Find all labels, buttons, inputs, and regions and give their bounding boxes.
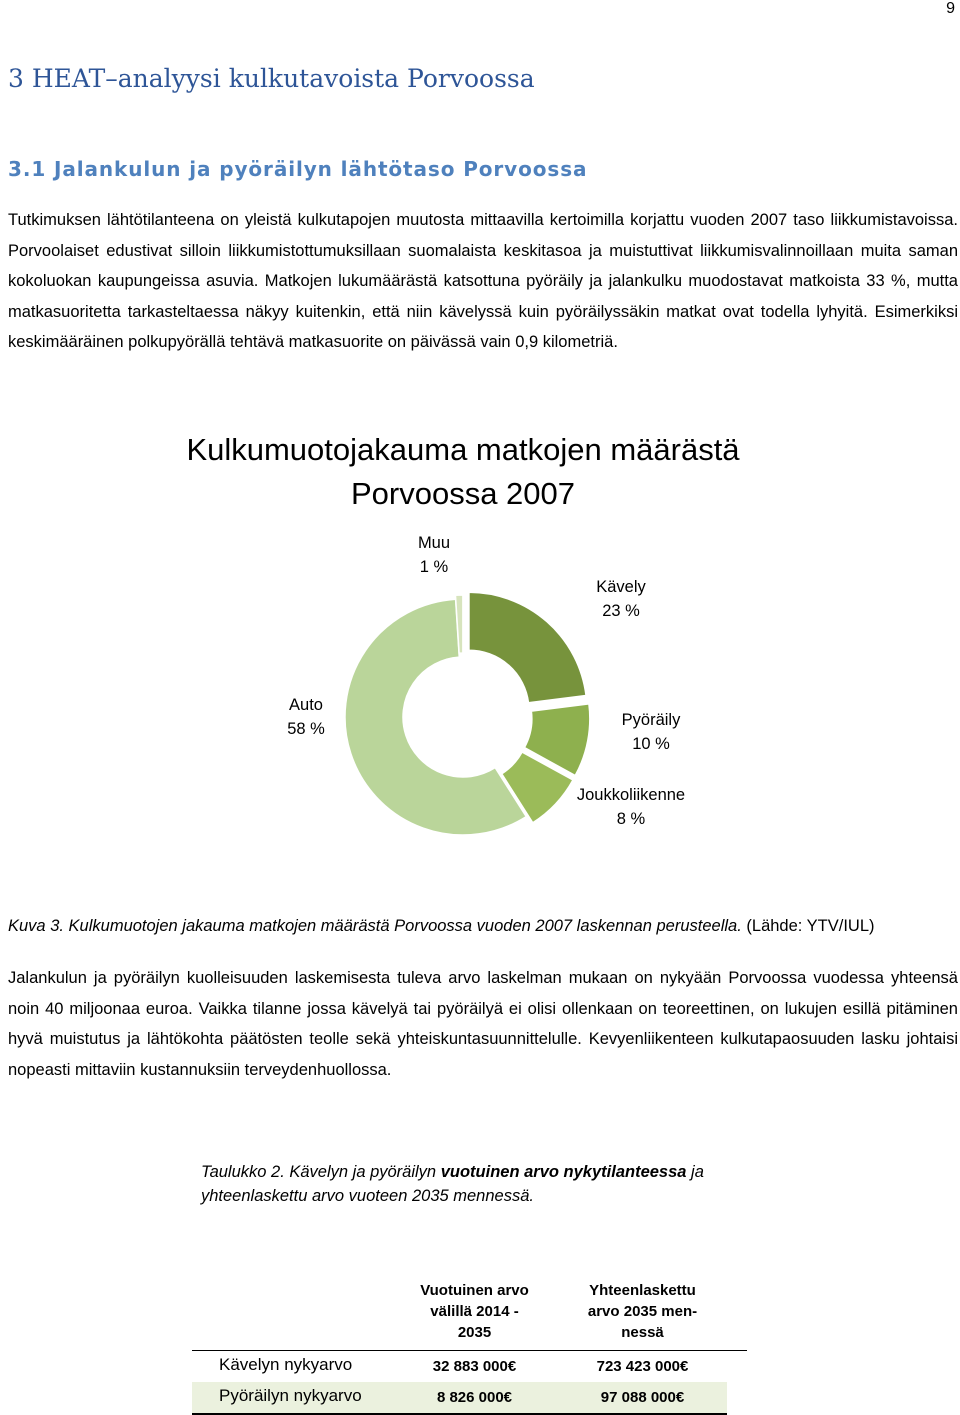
col-header-total-l2: arvo 2035 men- [587, 1303, 698, 1320]
table-caption-line2: yhteenlaskettu arvo vuoteen 2035 mennessä. [201, 1187, 534, 1205]
table-caption-a: Taulukko 2. Kävelyn ja pyöräilyn [201, 1163, 441, 1181]
chart-title-line1: Kulkumuotojakauma matkojen määrästä [186, 432, 740, 467]
label-kavely-value: 23 % [602, 602, 640, 620]
figure-caption [8, 917, 875, 936]
label-auto-name: Auto [289, 696, 323, 714]
row-label: Pyöräilyn nykyarvo [219, 1386, 362, 1405]
label-joukkoliikenne [561, 783, 701, 831]
label-muu-name: Muu [417, 534, 451, 552]
table-row [192, 1382, 727, 1413]
table-caption-b: ja [686, 1163, 704, 1181]
mode-share-chart [0, 420, 960, 890]
row-total-value: 723 423 000€ [596, 1358, 689, 1375]
col-header-annual-l1: Vuotuinen arvo [420, 1282, 529, 1299]
heading-1: 3 HEAT–analyysi kulkutavoista Porvoossa [8, 64, 535, 93]
label-auto-value: 58 % [287, 720, 325, 738]
label-joukkoliikenne-value: 8 % [616, 810, 646, 828]
col-header-annual-l2: välillä 2014 - [430, 1303, 519, 1320]
col-header-total [570, 1280, 715, 1343]
heading-2: 3.1 Jalankulun ja pyöräilyn lähtötaso Porvoossa [8, 157, 588, 181]
label-kavely [551, 575, 691, 623]
label-joukkoliikenne-name: Joukkoliikenne [576, 786, 686, 804]
table-caption [201, 1160, 704, 1208]
intro-paragraph: Tutkimuksen lähtötilanteena on yleistä kulkutapojen muutosta mittaavilla kertoimilla korjattu vuoden 2007 taso liikkumistavoissa. Porvoolaiset edustivat silloin liikkumistottumuksillaan suomalaista keskitasoa ja muistuttivat liikkumisvalinnoillaan muita saman kokoluokan kaupungeissa asuvia. Matkojen lukumäärästä katsottuna pyöräily ja jalankulku muodostavat matkoista 33 %, mutta matkasuoritetta tarkasteltaessa näkyy kuitenkin, että niin kävelyssä kuin pyöräilyssäkin matkat ovat todella lyhyitä. Esimerkiksi keskimääräinen polkupyörällä tehtävä matkasuorite on päivässä vain 0,9 kilometriä. [8, 211, 958, 351]
value-paragraph: Jalankulun ja pyöräilyn kuolleisuuden laskemisesta tuleva arvo laskelman mukaan on nykyään Porvoossa vuodessa yhteensä noin 40 miljoonaa euroa. Vaikka tilanne jossa kävelyä tai pyöräilyä ei olisi ollenkaan on teoreettinen, on lukujen esillä pitäminen hyvä muistutus ja lähtökohta päätösten teolle sekä yhteiskuntasuunnittelulle. Kevyenliikenteen kulkutapaosuuden lasku johtaisi nopeasti mittaviin kustannuksiin terveydenhuollossa. [8, 969, 958, 1079]
table-row [192, 1351, 727, 1382]
row-annual-value: 8 826 000€ [436, 1389, 513, 1406]
label-pyoraily-name: Pyöräily [621, 711, 681, 729]
label-kavely-name: Kävely [596, 578, 646, 596]
col-header-total-l3: nessä [621, 1324, 664, 1341]
label-auto [236, 693, 376, 741]
col-header-annual-l3: 2035 [457, 1324, 492, 1341]
caption-source: (Lähde: YTV/IUL) [741, 917, 875, 935]
caption-prefix: Kuva 3. [8, 917, 64, 935]
row-annual-value: 32 883 000€ [432, 1358, 517, 1375]
row-total-value: 97 088 000€ [600, 1389, 685, 1406]
page-number: 9 [946, 0, 955, 17]
chart-title-line2: Porvoossa 2007 [350, 476, 576, 511]
col-header-total-l1: Yhteenlaskettu [589, 1282, 696, 1299]
label-pyoraily-value: 10 % [632, 735, 670, 753]
donut-chart [0, 420, 960, 890]
label-muu [364, 531, 504, 579]
row-label: Kävelyn nykyarvo [219, 1355, 353, 1374]
col-header-annual [402, 1280, 547, 1343]
label-pyoraily [581, 708, 721, 756]
label-muu-value: 1 % [419, 558, 449, 576]
caption-main: Kulkumuotojen jakauma matkojen määrästä Porvoossa vuoden 2007 laskennan perusteella. [63, 917, 742, 935]
table-caption-bold: vuotuinen arvo nykytilanteessa [440, 1163, 687, 1181]
table-caption-line1 [201, 1160, 704, 1184]
